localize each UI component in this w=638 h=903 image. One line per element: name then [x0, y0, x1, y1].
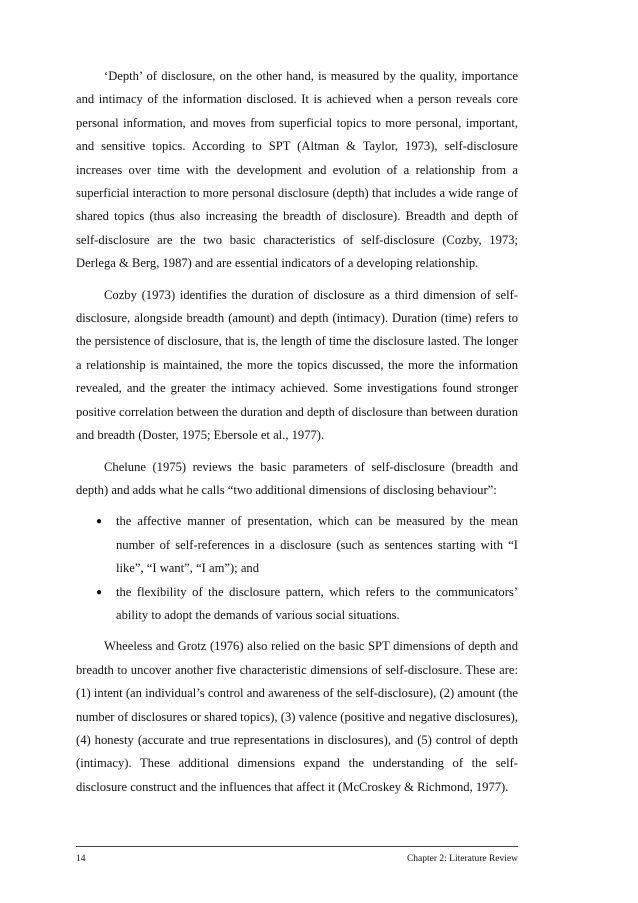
bullet-item-flexibility: [76, 581, 518, 628]
page-number: 14: [76, 854, 86, 864]
bullet-text: the affective manner of presentation, which can be measured by the mean number of self-references in a disclosure (such as sentences starting with “I like”, “I want”, “I am”); and: [116, 514, 518, 576]
bullet-text: the flexibility of the disclosure pattern, which refers to the communicators’ ability to adopt the demands of various social situations.: [116, 584, 518, 622]
chapter-title: Chapter 2: Literature Review: [406, 854, 518, 864]
paragraph-depth-of-disclosure: ‘Depth’ of disclosure, on the other hand, is measured by the quality, importance and intimacy of the information disclosed. It is achieved when a person reveals core personal information, and moves from superficial topics to more personal, important, and sensitive topics. According to SPT (Altman & Taylor, 1973), self-disclosure increases over time with the development and evolution of a relationship from a superficial interaction to more personal disclosure (depth) that includes a wide range of shared topics (thus also increasing the breadth of disclosure). Breadth and depth of self-disclosure are the two basic characteristics of self-disclosure (Cozby, 1973; Derlega & Berg, 1987) and are essential indicators of a developing relationship.: [76, 69, 518, 271]
bullet-item-affective-manner: [76, 510, 518, 580]
dimensions-bullet-list: [76, 510, 518, 627]
paragraph-duration-of-disclosure: Cozby (1973) identifies the duration of disclosure as a third dimension of self-disclosure, alongside breadth (amount) and depth (intimacy). Duration (time) refers to the persistence of disclosure, that is, the length of time the disclosure lasted. The longer a relationship is maintained, the more the topics discussed, the more the information revealed, and the greater the intimacy achieved. Some investigations found stronger positive correlation between the duration and depth of disclosure than between duration and breadth (Doster, 1975; Ebersole et al., 1977).: [76, 287, 518, 443]
paragraph-chelune-parameters: Chelune (1975) reviews the basic parameters of self-disclosure (breadth and depth) and adds what he calls “two additional dimensions of disclosing behaviour”:: [76, 459, 518, 497]
page-footer: [76, 846, 518, 865]
bullet-icon: ●: [96, 586, 103, 598]
page-body: [76, 65, 518, 807]
bullet-icon: ●: [96, 516, 103, 528]
paragraph-wheeless-grotz: Wheeless and Grotz (1976) also relied on the basic SPT dimensions of depth and breadth to uncover another five characteristic dimensions of self-disclosure. These are: (1) intent (an individual’s control and awareness of the self-disclosure), (2) amount (the number of disclosures or shared topics), (3) valence (positive and negative disclosures), (4) honesty (accurate and true representations in disclosures), and (5) control of depth (intimacy). These additional dimensions expand the understanding of the self-disclosure construct and the influences that affect it (McCroskey & Richmond, 1977).: [76, 639, 518, 794]
